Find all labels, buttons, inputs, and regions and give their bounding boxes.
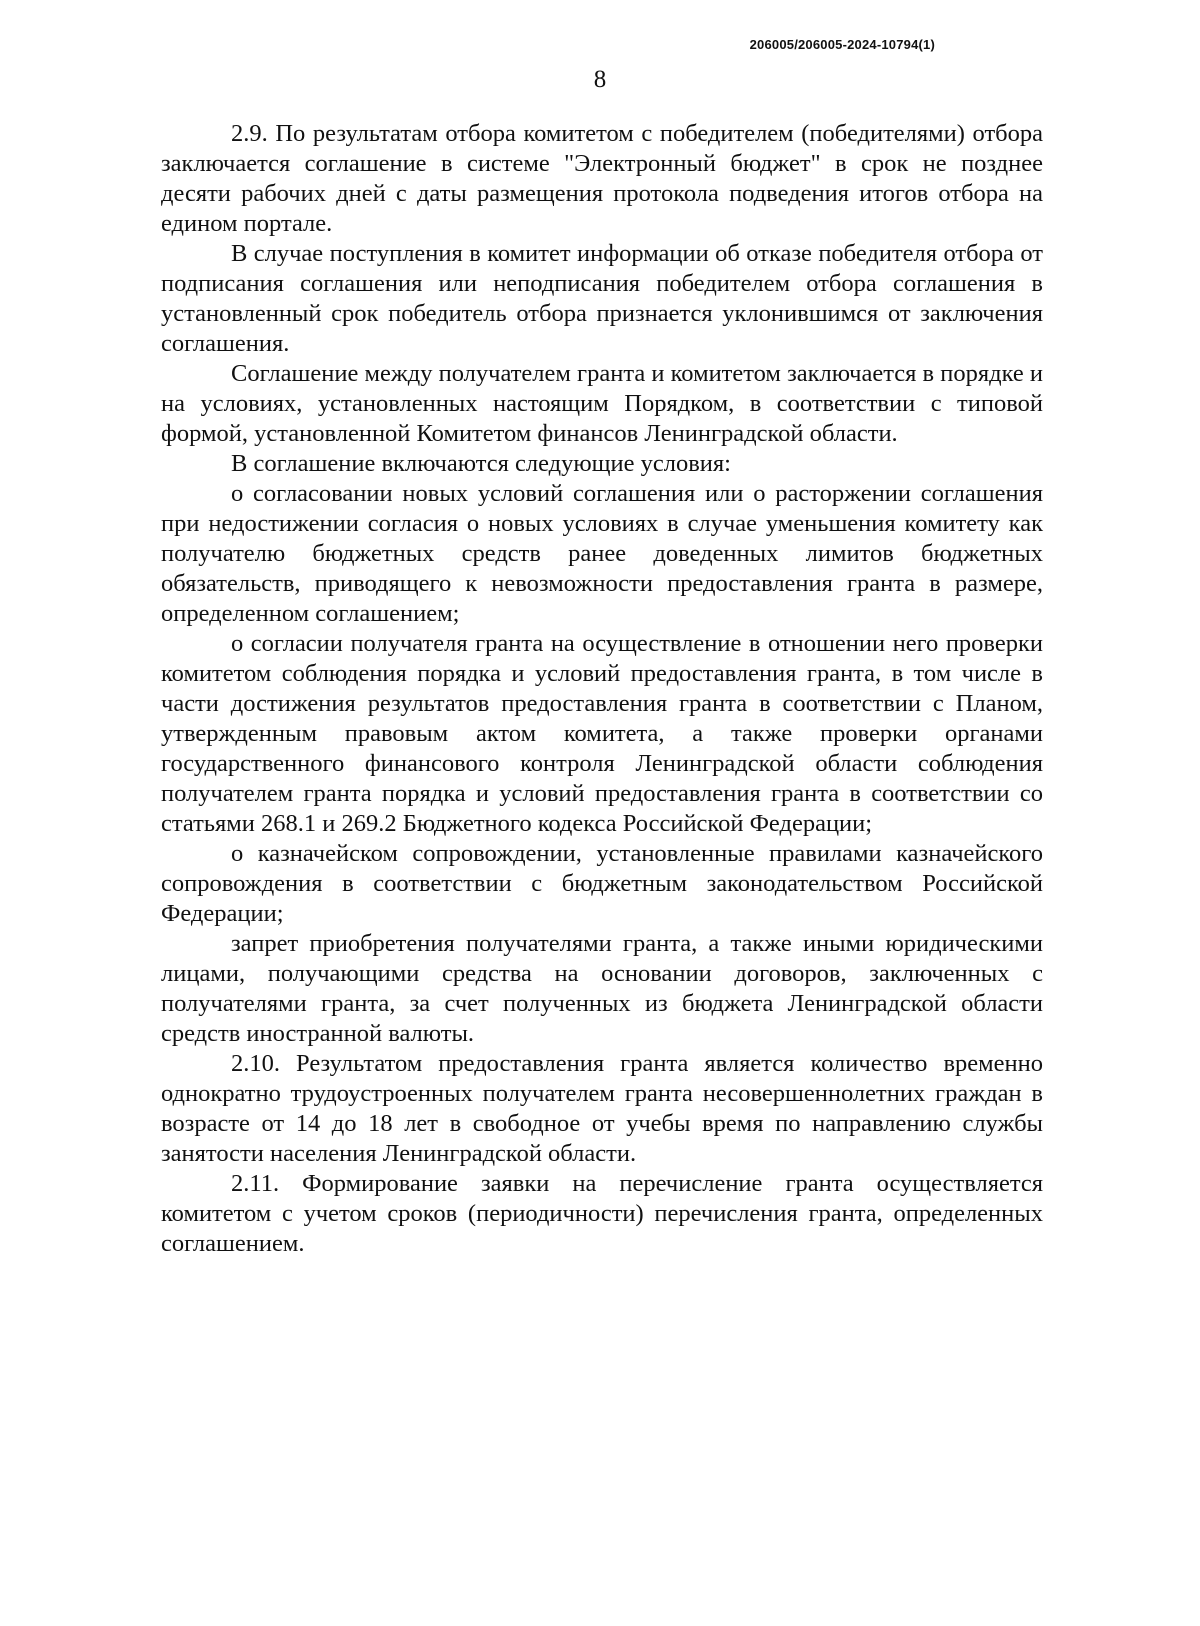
paragraph-conditions-intro: В соглашение включаются следующие условия: — [231, 450, 731, 477]
paragraph-2-9: 2.9. По результатам отбора комитетом с победителем (победителями) отбора заключается соглашение в системе "Электронный бюджет" в срок не позднее десяти рабочих дней с даты размещения протокола подведения итогов отбора на едином портале. — [161, 120, 1043, 237]
paragraph-2-11: 2.11. Формирование заявки на перечисление гранта осуществляется комитетом с учетом сроков (периодичности) перечисления гранта, определенных соглашением. — [161, 1170, 1043, 1257]
paragraph-2-10: 2.10. Результатом предоставления гранта является количество временно однократно трудоустроенных получателем гранта несовершеннолетних граждан в возрасте от 14 до 18 лет в свободное от учебы время по направлению службы занятости населения Ленинградской области. — [161, 1050, 1043, 1167]
paragraph-condition-consent: о согласии получателя гранта на осуществление в отношении него проверки комитетом соблюдения порядка и условий предоставления гранта, в том числе в части достижения результатов предоставления гранта в соответствии с Планом, утвержденным правовым актом комитета, а также проверки органами государственного финансового контроля Ленинградской области соблюдения получателем гранта порядка и условий предоставления гранта в соответствии со статьями 268.1 и 269.2 Бюджетного кодекса Российской Федерации; — [161, 630, 1043, 837]
page-number: 8 — [593, 66, 607, 93]
paragraph-refusal: В случае поступления в комитет информации об отказе победителя отбора от подписания соглашения или неподписания победителем отбора соглашения в установленный срок победитель отбора признается уклонившимся от заключения соглашения. — [161, 240, 1043, 357]
document-body — [161, 119, 1043, 1259]
paragraph-agreement: Соглашение между получателем гранта и комитетом заключается в порядке и на условиях, установленных настоящим Порядком, в соответствии с типовой формой, установленной Комитетом финансов Ленинградской области. — [161, 360, 1043, 447]
paragraph-condition-new-terms: о согласовании новых условий соглашения или о расторжении соглашения при недостижении согласия о новых условиях в случае уменьшения комитету как получателю бюджетных средств ранее доведенных лимитов бюджетных обязательств, приводящего к невозможности предоставления гранта в размере, определенном соглашением; — [161, 480, 1043, 627]
document-id: 206005/206005-2024-10794(1) — [749, 37, 935, 52]
paragraph-condition-currency: запрет приобретения получателями гранта, а также иными юридическими лицами, получающими средства на основании договоров, заключенных с получателями гранта, за счет полученных из бюджета Ленинградской области средств иностранной валюты. — [161, 930, 1043, 1047]
paragraph-condition-treasury: о казначейском сопровождении, установленные правилами казначейского сопровождения в соответствии с бюджетным законодательством Российской Федерации; — [161, 840, 1043, 927]
